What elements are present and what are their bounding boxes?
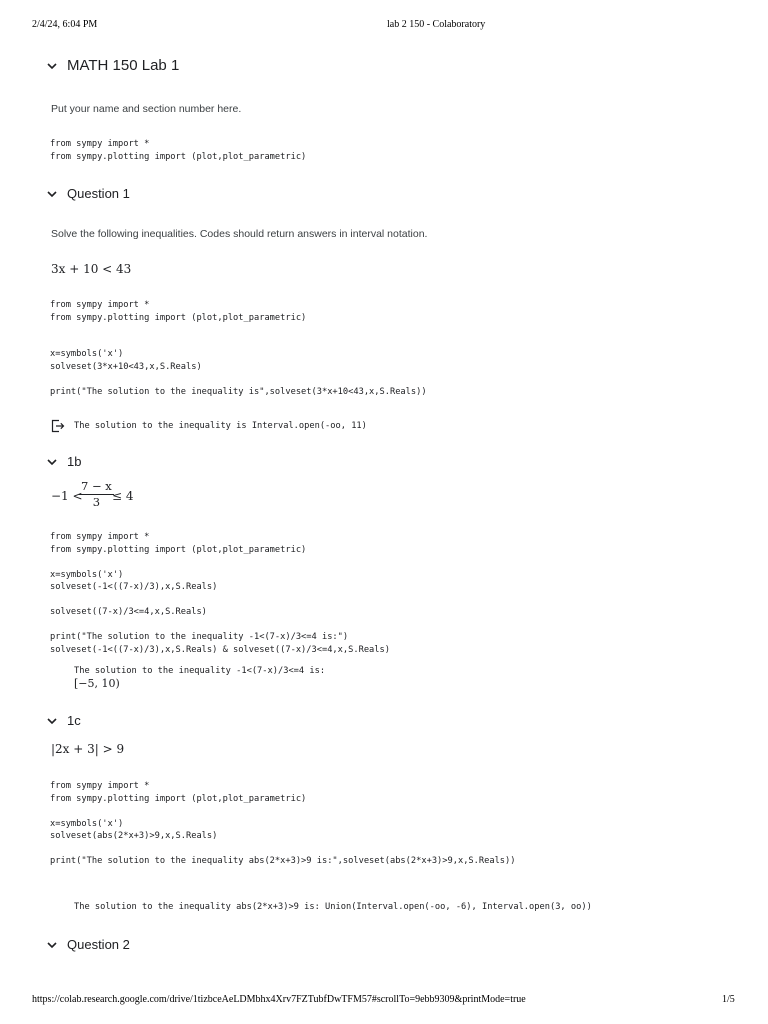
q1b-math-fraction xyxy=(79,480,114,509)
chevron-down-icon[interactable] xyxy=(46,456,58,468)
chevron-down-icon[interactable] xyxy=(46,60,58,72)
intro-text: Put your name and section number here. xyxy=(51,103,242,115)
print-page-number: 1/5 xyxy=(722,994,735,1005)
q1b-math-right: ≤ 4 xyxy=(112,489,134,503)
q1-instructions: Solve the following inequalities. Codes should return answers in interval notation. xyxy=(51,228,428,240)
q1b-output-text: The solution to the inequality -1<(7-x)/3<=4 is: xyxy=(74,666,326,676)
code-cell-q1-solve[interactable]: x=symbols('x') solveset(3*x+10<43,x,S.Reals) print("The solution to the inequality is",solveset(3*x+10<43,x,S.Reals)) xyxy=(50,349,427,397)
section-title-q1: Question 1 xyxy=(67,186,130,201)
q1b-output-math: [−5, 10) xyxy=(74,677,120,690)
q1-output: The solution to the inequality is Interval.open(-oo, 11) xyxy=(74,421,367,431)
code-cell-imports[interactable]: from sympy import * from sympy.plotting import (plot,plot_parametric) xyxy=(50,139,307,162)
q1b-math-left: −1 < xyxy=(51,489,83,503)
chevron-down-icon[interactable] xyxy=(46,715,58,727)
q1-math: 3x + 10 < 43 xyxy=(51,262,132,276)
chevron-down-icon[interactable] xyxy=(46,939,58,951)
q1b-math-denominator: 3 xyxy=(92,495,101,509)
chevron-down-icon[interactable] xyxy=(46,188,58,200)
output-arrow-icon[interactable] xyxy=(51,419,65,433)
q1c-output: The solution to the inequality abs(2*x+3)>9 is: Union(Interval.open(-oo, -6), Interval.open(3, oo)) xyxy=(74,902,592,912)
q1b-math-numerator: 7 − x xyxy=(81,479,112,493)
code-cell-q1c[interactable]: from sympy import * from sympy.plotting import (plot,plot_parametric) x=symbols('x') solveset(abs(2*x+3)>9,x,S.Reals) print("The solution to the inequality abs(2*x+3)>9 is:",solveset(abs(2*x+3)>9,x,S.Reals)) xyxy=(50,781,516,866)
q1c-math: |2x + 3| > 9 xyxy=(51,742,125,756)
section-title-1b: 1b xyxy=(67,454,82,469)
print-url: https://colab.research.google.com/drive/1tizbceAeLDMbhx4Xrv7FZTubfDwTFM57#scrollTo=9ebb9309&printMode=true xyxy=(32,994,526,1005)
code-cell-q1-imports[interactable]: from sympy import * from sympy.plotting import (plot,plot_parametric) xyxy=(50,300,307,323)
section-title-main: MATH 150 Lab 1 xyxy=(67,57,180,74)
print-datetime: 2/4/24, 6:04 PM xyxy=(32,19,98,30)
section-title-q2: Question 2 xyxy=(67,937,130,952)
print-title: lab 2 150 - Colaboratory xyxy=(387,19,486,30)
code-cell-q1b[interactable]: from sympy import * from sympy.plotting import (plot,plot_parametric) x=symbols('x') solveset(-1<((7-x)/3),x,S.Reals) solveset((7-x)/3<=4,x,S.Reals) print("The solution to the inequality -1<(7-x)/3<=4 is:") solveset(-1<((7-x)/3),x,S.Reals) & solveset((7-x)/3<=4,x,S.Reals) xyxy=(50,532,390,655)
section-title-1c: 1c xyxy=(67,713,81,728)
